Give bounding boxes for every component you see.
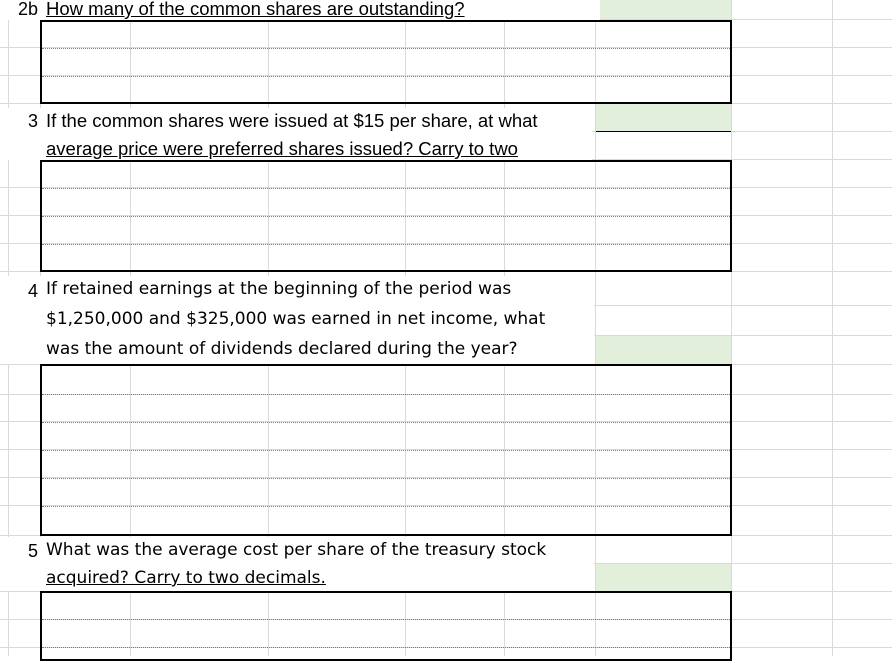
row-divider (42, 422, 730, 423)
answer-cell-5[interactable] (596, 564, 731, 591)
row-divider (42, 647, 730, 648)
row-divider (42, 48, 730, 49)
row-divider (42, 506, 730, 507)
question-number: 4 (27, 281, 38, 301)
question-number: 5 (27, 541, 38, 561)
row-divider (42, 394, 730, 395)
question-text: How many of the common shares are outstanding? (46, 0, 465, 19)
question-number: 3 (27, 111, 38, 131)
question-text: average price were preferred shares issued? Carry to two (46, 138, 518, 159)
question-block-4 (0, 276, 594, 364)
question-text: What was the average cost per share of the treasury stock (46, 540, 547, 560)
row-divider (42, 450, 730, 451)
row-divider (42, 216, 730, 217)
answer-cell-2b[interactable] (596, 0, 731, 19)
question-block-3 (0, 108, 592, 160)
answer-box-5[interactable] (40, 591, 732, 661)
answer-cell-3[interactable] (596, 104, 731, 131)
row-divider (42, 76, 730, 77)
row-divider (42, 619, 730, 620)
answer-box-4[interactable] (40, 364, 732, 536)
row-divider (42, 188, 730, 189)
answer-cell-4[interactable] (596, 336, 731, 364)
question-text: If retained earnings at the beginning of the period was (46, 279, 512, 299)
answer-box-3[interactable] (40, 160, 732, 272)
question-number: 2b (17, 0, 38, 19)
question-block-5 (0, 537, 594, 591)
question-text: If the common shares were issued at $15 per share, at what (46, 110, 538, 131)
question-text: $1,250,000 and $325,000 was earned in net income, what (46, 309, 546, 329)
row-divider (42, 478, 730, 479)
answer-box-2b[interactable] (40, 20, 732, 104)
question-text: was the amount of dividends declared during the year? (46, 339, 518, 359)
gridline (832, 0, 833, 656)
question-row-2b (0, 0, 600, 20)
question-text: acquired? Carry to two decimals. (46, 568, 326, 588)
row-divider (42, 244, 730, 245)
cell-border (596, 131, 731, 132)
